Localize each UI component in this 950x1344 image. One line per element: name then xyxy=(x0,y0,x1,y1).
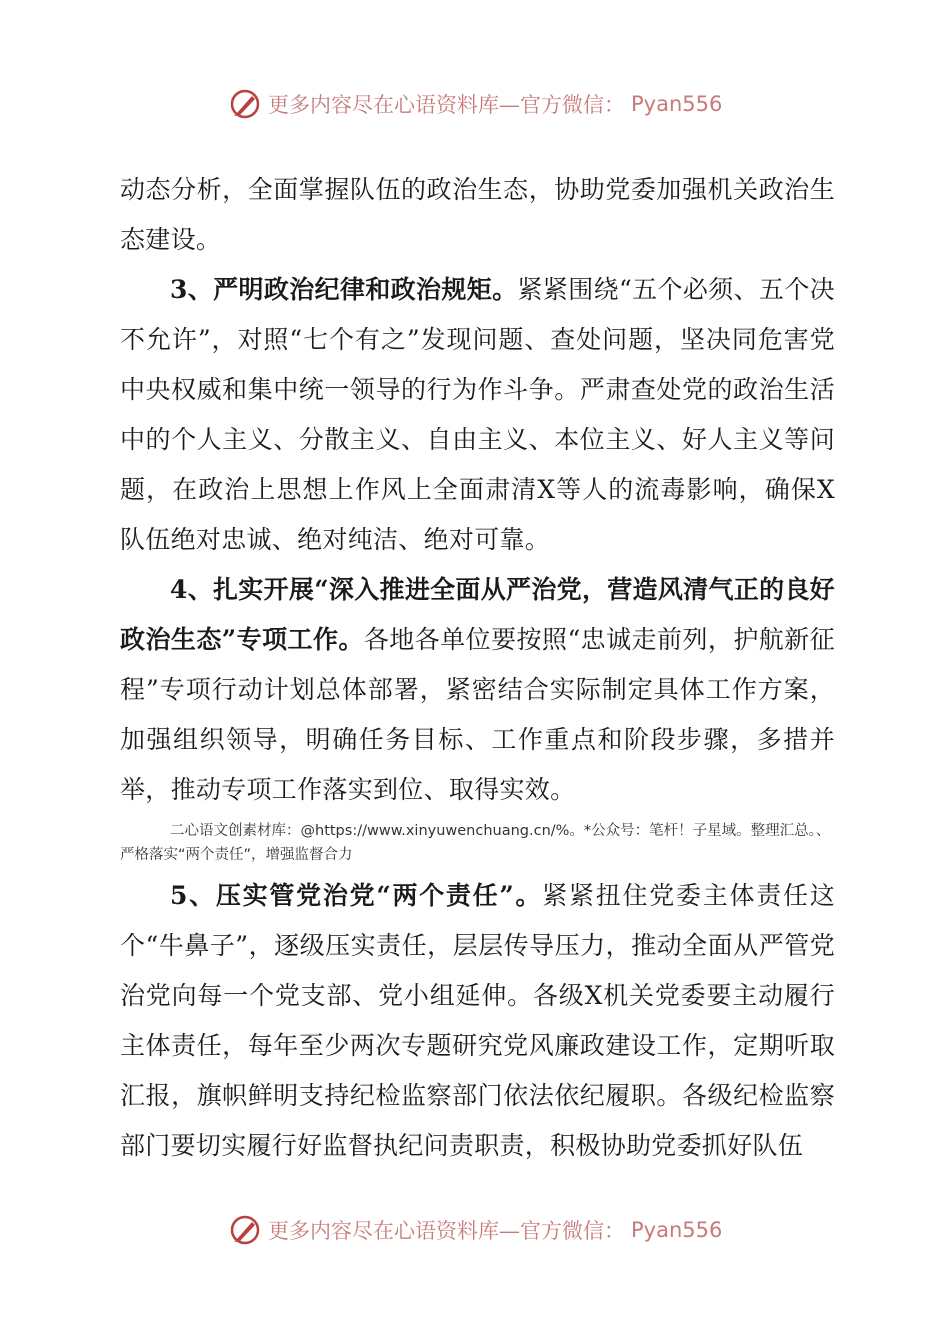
header-watermark xyxy=(228,84,722,124)
paragraph-item-4 xyxy=(120,565,835,815)
watermark-wechat-id: Pyan556 xyxy=(631,1218,723,1242)
paragraph-item-3 xyxy=(120,265,835,565)
pen-circle-logo-icon xyxy=(228,1213,262,1247)
paragraph-text: 紧紧围绕“五个必须、五个决不允许”，对照“七个有之”发现问题、查处问题，坚决同危害党中央权威和集中统一领导的行为作斗争。严肃查处党的政治生活中的个人主义、分散主义、自由主义、本位主义、好人主义等问题，在政治上思想上作风上全面肃清X等人的流毒影响，确保X队伍绝对忠诚、绝对纯洁、绝对可靠。 xyxy=(120,275,835,554)
paragraph-text: 各地各单位要按照“忠诚走前列，护航新征程”专项行动计划总体部署，紧密结合实际制定具体工作方案，加强组织领导，明确任务目标、工作重点和阶段步骤，多措并举，推动专项工作落实到位、取得实效。 xyxy=(120,625,835,804)
paragraph-continuation xyxy=(120,165,835,265)
watermark-text: 更多内容尽在心语资料库—官方微信： xyxy=(268,1219,625,1243)
paragraph-heading: 3、严明政治纪律和政治规矩。 xyxy=(170,275,518,304)
footer-watermark xyxy=(228,1210,722,1250)
paragraph-text: 紧紧扭住党委主体责任这个“牛鼻子”，逐级压实责任，层层传导压力，推动全面从严管党治党向每一个党支部、党小组延伸。各级X机关党委要主动履行主体责任，每年至少两次专题研究党风廉政建设工作，定期听取汇报，旗帜鲜明支持纪检监察部门依法依纪履职。各级纪检监察部门要切实履行好监督执纪问责职责，积极协助党委抓好队伍 xyxy=(120,881,835,1160)
watermark-text: 更多内容尽在心语资料库—官方微信： xyxy=(268,93,625,117)
paragraph-text: 动态分析，全面掌握队伍的政治生态，协助党委加强机关政治生态建设。 xyxy=(120,175,835,254)
watermark-wechat-id: Pyan556 xyxy=(631,92,723,116)
pen-circle-logo-icon xyxy=(228,87,262,121)
paragraph-heading: 5、压实管党治党“两个责任”。 xyxy=(170,881,543,910)
paragraph-item-5 xyxy=(120,871,835,1171)
source-note: 二心语文创素材库：@https://www.xinyuwenchuang.cn/%。*公众号：笔杆！子星域。整理汇总。、严格落实“两个责任”，增强监督合力 xyxy=(120,823,831,863)
document-body xyxy=(120,165,835,1171)
paragraph-heading: 4、扎实开展“深入推进全面从严治党，营造风清气正的良好政治生态”专项工作。 xyxy=(120,575,835,654)
